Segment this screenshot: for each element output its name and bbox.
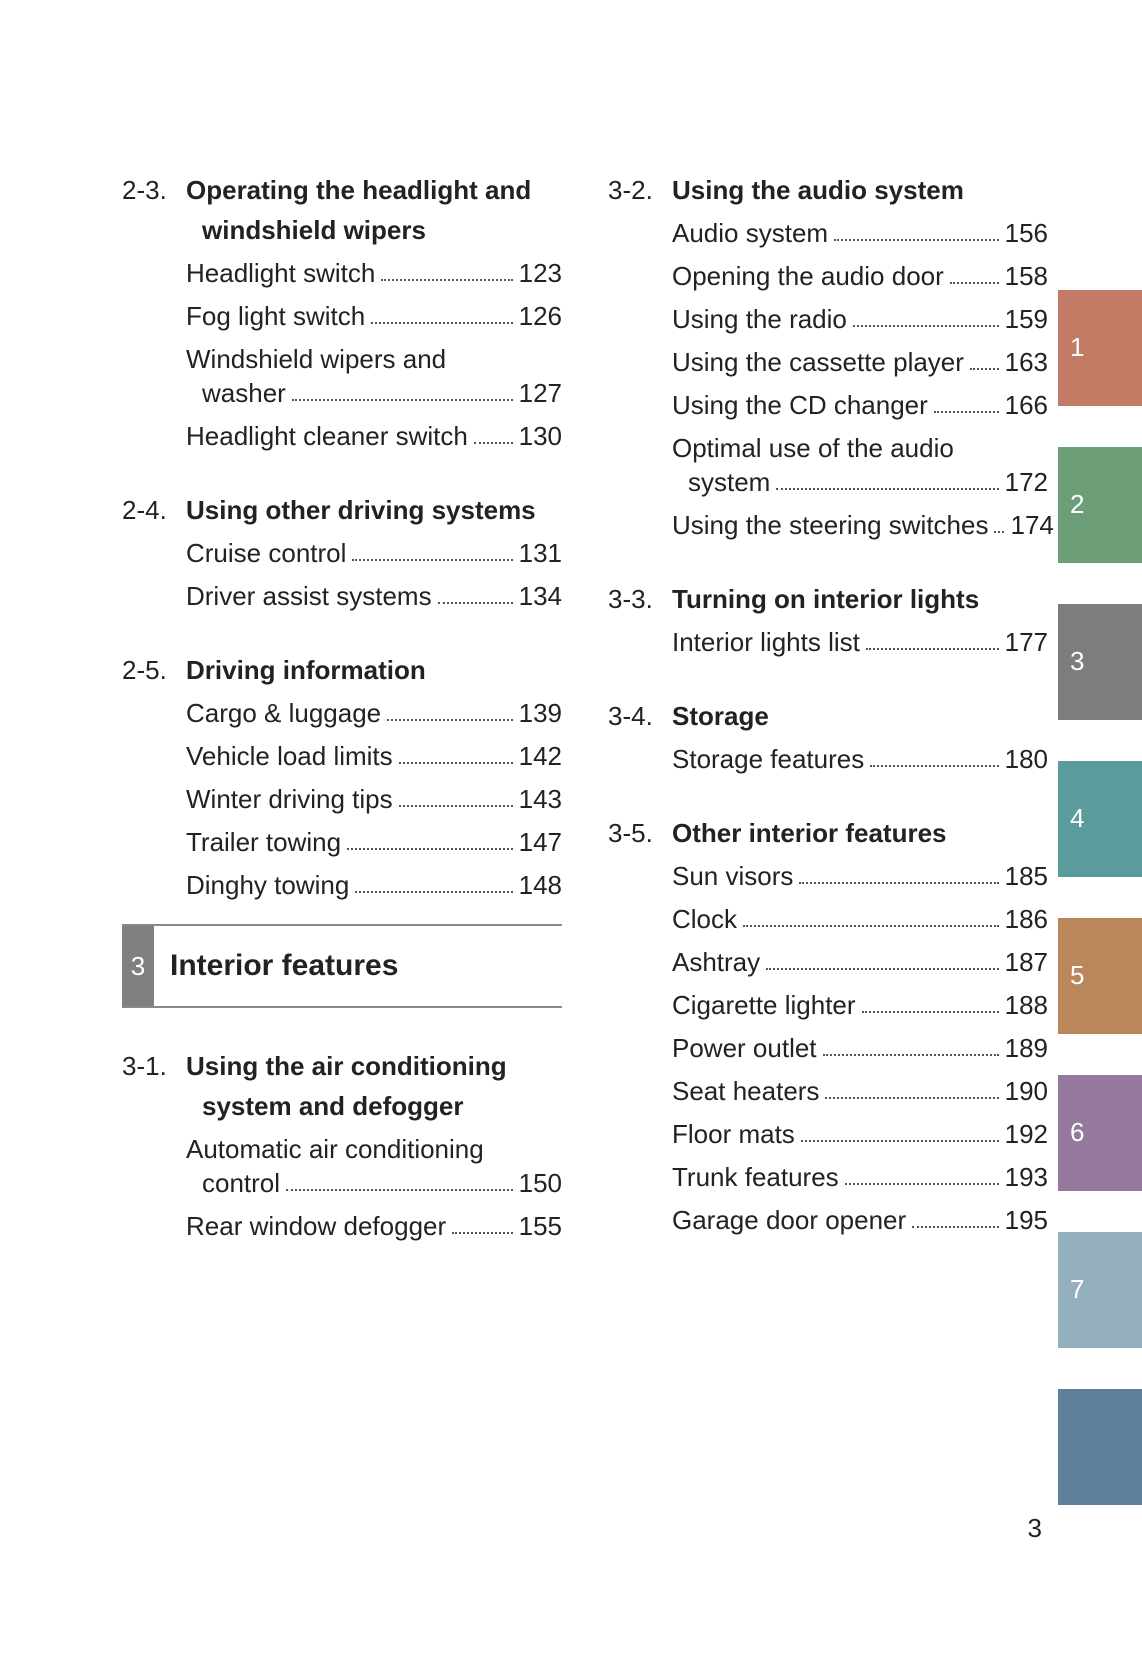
toc-entry[interactable]: Opening the audio door 158 [672,261,1048,291]
chapter-tab-index[interactable] [1058,1389,1142,1505]
section-heading [122,490,562,530]
section-number: 3-2. [608,175,653,205]
toc-entry[interactable]: Seat heaters 190 [672,1076,1048,1106]
chapter-tab-2[interactable]: 2 [1058,447,1142,563]
section-number: 2-5. [122,655,167,685]
toc-entry[interactable]: Sun visors 185 [672,861,1048,891]
dot-leader [286,1189,513,1191]
section-title: Using the audio system [672,175,964,205]
dot-leader [823,1054,999,1056]
toc-entry[interactable]: Using the CD changer 166 [672,390,1048,420]
toc-entry[interactable]: Fog light switch 126 [186,301,562,331]
toc-entry[interactable]: Automatic air conditioning control 150 [186,1134,562,1198]
dot-leader [970,368,999,370]
chapter-tab-5[interactable]: 5 [1058,918,1142,1034]
section-number: 3-5. [608,818,653,848]
toc-entry[interactable]: Winter driving tips 143 [186,784,562,814]
toc-entry[interactable]: Rear window defogger 155 [186,1211,562,1241]
toc-entry[interactable]: Headlight cleaner switch 130 [186,421,562,451]
toc-list [122,536,562,613]
dot-leader [776,488,998,490]
toc-entry[interactable]: Optimal use of the audio system 172 [672,433,1048,497]
chapter-number: 3 [122,926,154,1006]
dot-leader [825,1097,998,1099]
chapter-title: Interior features [170,949,399,982]
toc-entry[interactable]: Cruise control 131 [186,538,562,568]
toc-entry[interactable]: Dinghy towing 148 [186,870,562,900]
toc-entry[interactable]: Trunk features 193 [672,1162,1048,1192]
dot-leader [743,925,999,927]
chapter-tab-3[interactable]: 3 [1058,604,1142,720]
toc-list [608,625,1048,659]
dot-leader [866,648,999,650]
toc-entry[interactable]: Storage features 180 [672,744,1048,774]
dot-leader [352,559,512,561]
section-number: 3-1. [122,1051,167,1081]
dot-leader [950,282,999,284]
dot-leader [399,805,513,807]
section-heading [608,813,1048,853]
dot-leader [399,762,513,764]
section-number: 3-4. [608,701,653,731]
toc-entry[interactable]: Windshield wipers and washer 127 [186,344,562,408]
toc-list [608,859,1048,1237]
dot-leader [381,279,512,281]
dot-leader [845,1183,999,1185]
dot-leader [355,891,512,893]
chapter-tab-1[interactable]: 1 [1058,290,1142,406]
left-column [122,170,562,1252]
section-title: Turning on interior lights [672,584,980,614]
dot-leader [438,602,513,604]
toc-list [608,216,1054,542]
section-heading [608,579,1048,619]
toc-entry[interactable]: Using the radio 159 [672,304,1048,334]
dot-leader [862,1011,999,1013]
chapter-heading[interactable] [122,924,562,1008]
dot-leader [853,325,999,327]
dot-leader [766,968,998,970]
dot-leader [799,882,998,884]
dot-leader [347,848,513,850]
toc-entry[interactable]: Headlight switch 123 [186,258,562,288]
toc-list [122,696,562,902]
dot-leader [870,765,998,767]
section-title: Using the air conditioning system and defogger [186,1051,507,1121]
toc-entry[interactable]: Vehicle load limits 142 [186,741,562,771]
toc-entry[interactable]: Audio system 156 [672,218,1048,248]
dot-leader [452,1232,512,1234]
dot-leader [387,719,512,721]
dot-leader [934,411,999,413]
chapter-tabs [1058,0,1142,1654]
toc-entry[interactable]: Interior lights list 177 [672,627,1048,657]
section-heading [122,650,562,690]
toc-entry[interactable]: Trailer towing 147 [186,827,562,857]
toc-entry[interactable]: Using the cassette player 163 [672,347,1048,377]
chapter-tab-7[interactable]: 7 [1058,1232,1142,1348]
toc-list [122,256,562,453]
toc-entry[interactable]: Cargo & luggage 139 [186,698,562,728]
section-number: 2-4. [122,495,167,525]
dot-leader [801,1140,999,1142]
section-title: Storage [672,701,769,731]
dot-leader [292,399,513,401]
section-heading [608,170,1048,210]
dot-leader [371,322,512,324]
section-heading [608,696,1048,736]
section-heading [122,170,562,250]
toc-entry[interactable]: Floor mats 192 [672,1119,1048,1149]
section-number: 3-3. [608,584,653,614]
page-number: 3 [1027,1513,1042,1543]
toc-entry[interactable]: Cigarette lighter 188 [672,990,1048,1020]
toc-entry[interactable]: Clock 186 [672,904,1048,934]
right-column [608,170,1054,1246]
chapter-tab-6[interactable]: 6 [1058,1075,1142,1191]
toc-entry[interactable]: Using the steering switches 174 [672,510,1054,540]
toc-entry[interactable]: Driver assist systems 134 [186,581,562,611]
section-heading [122,1046,562,1126]
section-title: Other interior features [672,818,947,848]
dot-leader [834,239,999,241]
chapter-tab-4[interactable]: 4 [1058,761,1142,877]
section-number: 2-3. [122,175,167,205]
section-title: Using other driving systems [186,495,536,525]
section-title: Operating the headlight and windshield wipers [186,175,532,245]
toc-entry[interactable]: Power outlet 189 [672,1033,1048,1063]
section-title: Driving information [186,655,426,685]
dot-leader [912,1226,998,1228]
toc-list [122,1132,562,1243]
toc-entry[interactable]: Garage door opener 195 [672,1205,1048,1235]
dot-leader [474,442,513,444]
toc-entry[interactable]: Ashtray 187 [672,947,1048,977]
toc-list [608,742,1048,776]
dot-leader [994,531,1004,533]
